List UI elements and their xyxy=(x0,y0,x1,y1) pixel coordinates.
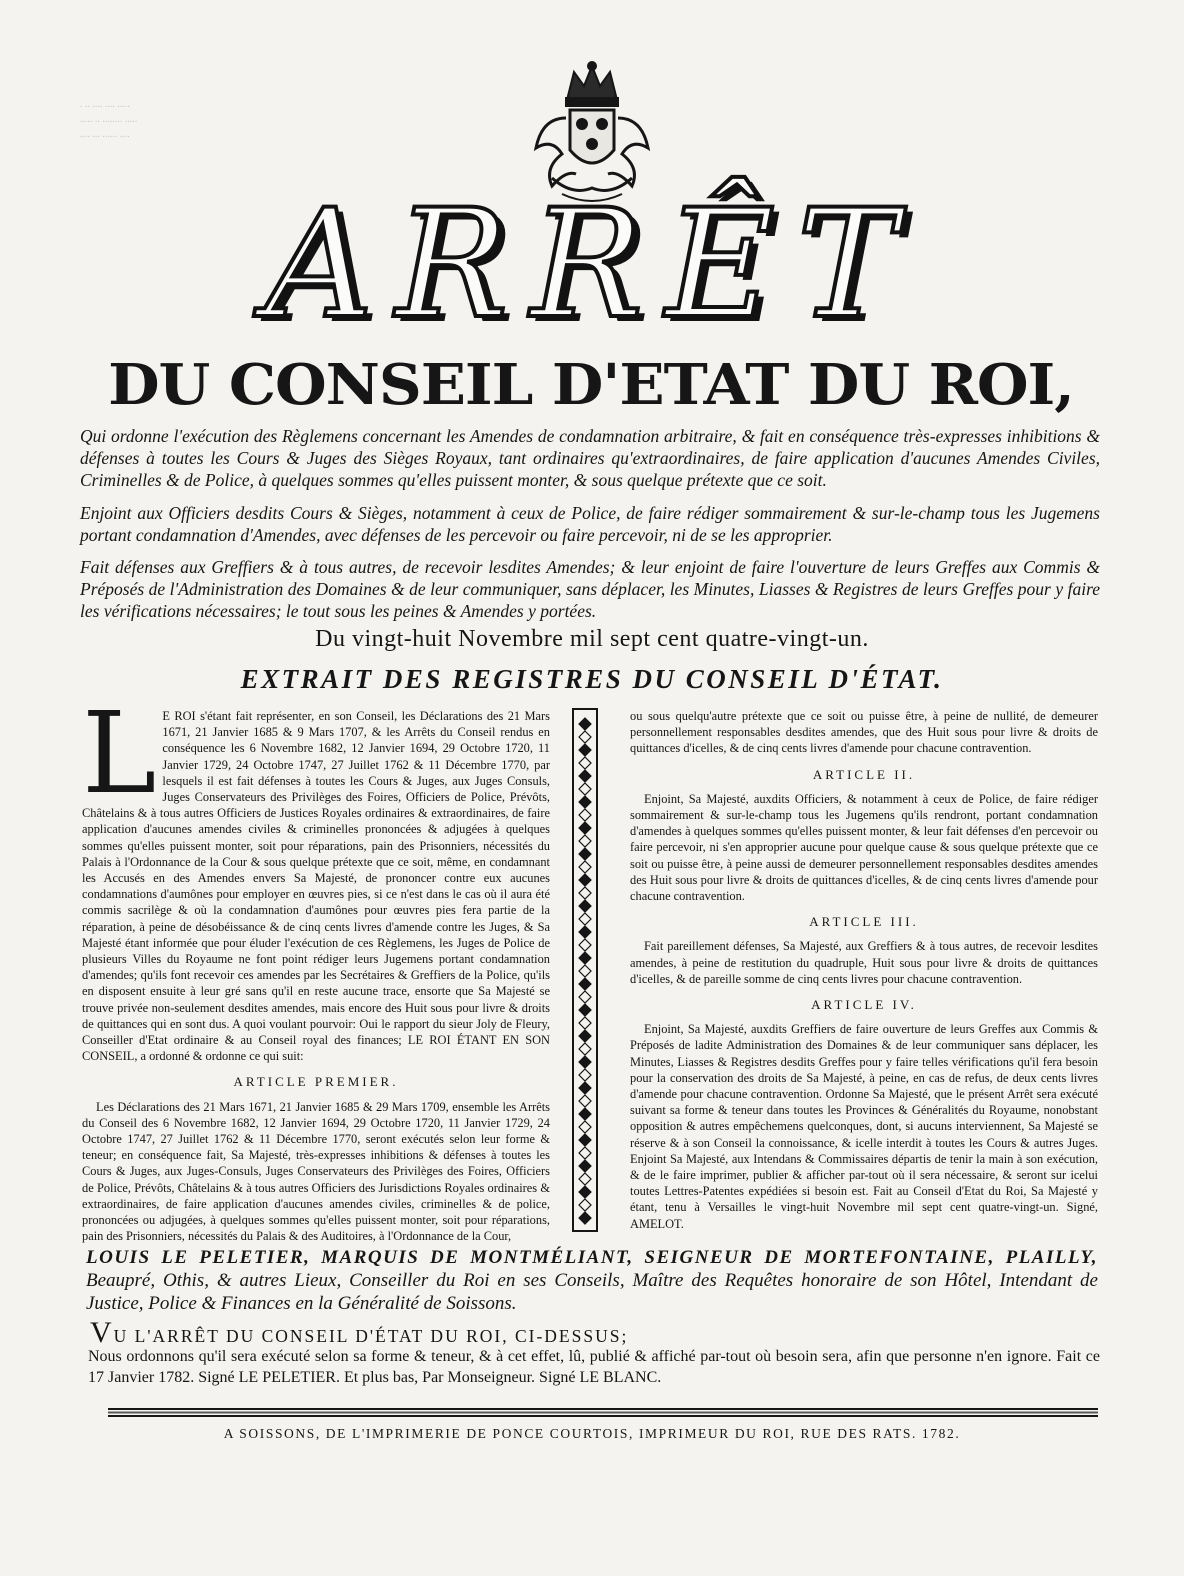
article-heading: ARTICLE PREMIER. xyxy=(233,1074,399,1090)
article-heading: ARTICLE III. xyxy=(809,914,919,930)
divider-ornament xyxy=(579,796,591,808)
divider-ornament xyxy=(579,1095,591,1107)
divider-ornament xyxy=(579,757,591,769)
extrait-heading: EXTRAIT DES REGISTRES DU CONSEIL D'ÉTAT. xyxy=(240,664,944,694)
divider-ornament xyxy=(579,913,591,925)
preamble-text: E ROI s'étant fait représenter, en son Conseil, les Déclarations des 21 Mars 1671, 21 Janvier 1685 & 9 Mars 1707, & les Arrêts du Conseil rendus en conséquence les 6 Novembre 1682, 12 Janvier 1694, 29 Octobre 1720, 11 Janvier 1729, 24 Octobre 1747, 27 Juillet 1762 & 11 Décembre 1770, par lesquels il est fait défenses à toutes les Cours & Juges, aux Juges Consuls, Juges Conservateurs des Privilèges des Foires, Officiers de Police, Prévôts, Châtelains & à tous autres Officiers de Justices Royales ordinaires & extraordinaires, de faire application d'aucunes amendes civiles & criminelles prononcées & adjugées à quelques sommes qu'elles puissent monter, soit pour réparations, pain des Prisonniers, nécessités du Palais à l'Ordonnance de la Cour & sous quelque prétexte que ce soit, même, en condamnant les Accusés en des Amendes envers Sa Majesté, de prononcer contre eux aucunes condamnations d'aumônes pour employer en œuvres pies, si ce n'est dans le cas où il aura été commis sacrilège & où la condamnation d'aumônes pour œuvres pies fera partie de la réparation, à peine de désobéissance & de cinq cents livres d'amende contre les Juges, & Sa Majesté étant informée que pour éluder l'exécution de ces Règlemens, les Juges de Police de plusieurs Villes du Royaume ne font point rédiger leurs Jugemens portant condamnation d'amendes; qu'ils font recevoir ces amendes par les Secrétaires & Greffiers de la Police, qu'ils en disposent ensuite à leur gré sans qu'il en reste aucune trace, ensorte que Sa Majesté se trouve privée non-seulement desdites amendes, mais encore des Huit sous pour livre & droits de quittances qui en sont dus. A quoi voulant pourvoir: Oui le rapport du sieur Joly de Fleury, Conseiller d'Etat ordinaire & au Conseil royal des finances; LE ROI ÉTANT EN SON CONSEIL, a ordonné & ordonne ce qui suit: xyxy=(82,709,550,1064)
intendant-name: LOUIS LE PELETIER, MARQUIS DE MONTMÉLIANT, SEIGNEUR DE MORTEFONTAINE, PLAILLY, xyxy=(86,1247,1098,1268)
divider-ornament xyxy=(579,1017,591,1029)
article-text: Enjoint, Sa Majesté, auxdits Greffiers de faire ouverture de leurs Greffes aux Commis & Préposés de ladite Administration des Domaines & de leur communiquer sans déplacer, les Minutes, Liasses & Registres desdits Greffes pour y faire telles vérifications qu'il fera besoin pour la conservation des droits de Sa Majesté, à peine, en cas de refus, de deux cents livres d'amende pour chacune contravention. Ordonne Sa Majesté, que le présent Arrêt sera exécuté suivant sa forme & teneur dans toutes les Provinces & Généralités du Royaume, nonobstant opposition & autres empêchemens quelconques, dont, si aucuns interviennent, Sa Majesté se réserve & à son Conseil la connoissance, & icelle interdit à toutes les Cours & autres Juges. Enjoint Sa Majesté, aux Intendans & Commissaires départis de tenir la main à son exécution, & de le faire imprimer, publier & afficher par-tout où il sera nécessaire, & seront sur icelui toutes Lettres-Patentes expédiées si besoin est. Fait au Conseil d'Etat du Roi, Sa Majesté y étant, tenu à Versailles le vingt-huit Novembre mil sept cent quatre-vingt-un. Signé, AMELOT. xyxy=(630,1022,1098,1231)
divider-ornament xyxy=(579,718,591,730)
document-title: ARRÊT xyxy=(265,178,919,352)
divider-ornament xyxy=(579,874,591,886)
article-text: ou sous quelqu'autre prétexte que ce soit ou puisse être, à peine de nullité, de demeurer personnellement responsables desdites amendes, que des Huit sous pour livre & droits de quittances d'icelles, & de cinq cents livres d'amende pour chacune contravention. xyxy=(630,709,1098,756)
divider-ornament xyxy=(579,809,591,821)
divider-ornament xyxy=(579,770,591,782)
divider-ornament xyxy=(579,1147,591,1159)
printer-imprint: A SOISSONS, DE L'IMPRIMERIE DE PONCE COURTOIS, IMPRIMEUR DU ROI, RUE DES RATS. 1782. xyxy=(223,1426,961,1441)
divider-ornament xyxy=(579,1108,591,1120)
ordonnance-text: Nous ordonnons qu'il sera exécuté selon sa forme & teneur, & à cet effet, lû, publié & affiché par-tout où besoin sera, afin que personne n'en ignore. Fait ce 17 Janvier 1782. Signé LE PELETIER. Et plus bas, Par Monseigneur. Signé LE BLANC. xyxy=(88,1348,1100,1386)
divider-ornament xyxy=(579,978,591,990)
divider-ornament xyxy=(579,1082,591,1094)
divider-ornament xyxy=(579,1212,591,1224)
summary-paragraph-2: Enjoint aux Officiers desdits Cours & Sièges, notamment à ceux de Police, de faire rédiger sommairement & sur-le-champ tous les Jugemens portant condamnation d'Amendes, avec défenses de les percevoir ou faire percevoir, ni de se les approprier. xyxy=(80,503,1100,545)
summary-paragraph-1: Qui ordonne l'exécution des Règlemens concernant les Amendes de condamnation arbitraire, & fait en conséquence très-expresses inhibitions & défenses à toutes les Cours & Juges des Sièges Royaux, tant ordinaires qu'extraordinaires, de faire application d'aucunes Amendes Civiles, Criminelles & de Police, à quelques sommes qu'elles puissent monter, & sous quelque prétexte que ce soit. xyxy=(80,426,1100,490)
vu-text: U L'ARRÊT DU CONSEIL D'ÉTAT DU ROI, CI-DESSUS; xyxy=(113,1326,629,1346)
ornamental-divider xyxy=(567,708,603,1232)
drop-cap: L xyxy=(82,708,157,819)
article-text: Fait pareillement défenses, Sa Majesté, aux Greffiers & à tous autres, de recevoir lesdites amendes, à peine de restitution du quadruple, Huit sous pour livre & droits de quittances d'icelles, & de pareille somme de cinq cents livres pour chacune contravention. xyxy=(630,939,1098,986)
intendant-titles: Beaupré, Othis, & autres Lieux, Conseiller du Roi en ses Conseils, Maître des Requêtes honoraire de son Hôtel, Intendant de Justice, Police & Finances en la Généralité de Soissons. xyxy=(86,1270,1098,1314)
right-column xyxy=(630,708,1098,1238)
divider-ornament xyxy=(579,952,591,964)
article-text: Enjoint, Sa Majesté, auxdits Officiers, & notamment à ceux de Police, de faire rédiger sommairement & sur-le-champ tous les Jugemens qu'ils rendront, portant condamnation d'amendes à quelques sommes qu'elles puissent monter, & leur fait défenses d'en percevoir ou faire percevoir, ni s'en approprier aucune pour quelque cause & sous quelque prétexte que ce soit ou puisse être, à peine aussi de demeurer personnellement responsables desdites amendes des Huit sous pour livre & droits de quittances d'icelles, & de cinq cents livres d'amende pour chacune contravention. xyxy=(630,791,1098,904)
divider-ornament xyxy=(579,783,591,795)
divider-ornament xyxy=(579,835,591,847)
divider-ornament xyxy=(579,1173,591,1185)
divider-ornament xyxy=(579,1069,591,1081)
divider-ornament xyxy=(579,1056,591,1068)
divider-ornament xyxy=(579,1121,591,1133)
divider-ornament xyxy=(579,1134,591,1146)
divider-ornament xyxy=(579,1004,591,1016)
divider-ornament xyxy=(579,1043,591,1055)
divider-ornament xyxy=(579,991,591,1003)
divider-ornament xyxy=(579,731,591,743)
vu-heading xyxy=(90,1316,1100,1350)
divider-ornament xyxy=(579,1160,591,1172)
divider-ornament xyxy=(579,900,591,912)
vu-initial: V xyxy=(90,1316,114,1349)
divider-ornament xyxy=(579,965,591,977)
left-column xyxy=(82,708,550,1270)
divider-ornament xyxy=(579,861,591,873)
article-heading: ARTICLE II. xyxy=(812,766,916,782)
article-heading: ARTICLE IV. xyxy=(811,997,917,1013)
divider-ornament xyxy=(579,848,591,860)
summary-paragraph-3: Fait défenses aux Greffiers & à tous autres, de recevoir lesdites Amendes; & leur enjoint de faire l'ouverture de leurs Greffes aux Commis & Préposés de l'Administration des Domaines & de leur communiquer, sans déplacer, les Minutes, Liasses & Registres de leurs Greffes pour y faire les vérifications nécessaires; le tout sous les peines & Amendes y portées. xyxy=(80,557,1100,621)
date-line: Du vingt-huit Novembre mil sept cent quatre-vingt-un. xyxy=(315,626,869,652)
intendant-block xyxy=(86,1246,1098,1315)
document-subtitle: DU CONSEIL D'ETAT DU ROI, xyxy=(108,352,1074,418)
printer-rule xyxy=(108,1408,1098,1417)
divider-ornament xyxy=(579,1186,591,1198)
divider-ornament xyxy=(579,939,591,951)
article-text: Les Déclarations des 21 Mars 1671, 21 Janvier 1685 & 29 Mars 1709, ensemble les Arrêts du Conseil des 6 Novembre 1682, 12 Janvier 1694, 29 Octobre 1720, 11 Janvier 1729, 24 Octobre 1747, 27 Juillet 1762 & 11 Décembre 1770, seront exécutés selon leur forme & teneur; en conséquence fait, Sa Majesté, très-expresses inhibitions & défenses à toutes les Cours & Juges, aux Juges-Consuls, Juges Conservateurs des Privilèges des Foires, Officiers de Police, Prévôts, Châtelains & à tous autres Officiers des Jurisdictions Royales ordinaires & extraordinaires, de faire application d'aucunes amendes civiles, criminelles & de police, prononcées ou adjugées, à quelques sommes qu'elles puissent monter, soit pour réparations, pain des Prisonniers, nécessités du Palais & des Auditoires, à l'Ordonnance de la Cour, xyxy=(82,1099,550,1244)
divider-ornament xyxy=(579,1030,591,1042)
divider-ornament xyxy=(579,822,591,834)
divider-ornament xyxy=(579,926,591,938)
divider-ornament xyxy=(579,887,591,899)
divider-ornament xyxy=(579,744,591,756)
divider-ornament xyxy=(579,1199,591,1211)
reverse-show-through: ····· ···· ···· ·· · ····· ········ ·· ····· ···· ······ ··· ···· xyxy=(80,102,138,143)
